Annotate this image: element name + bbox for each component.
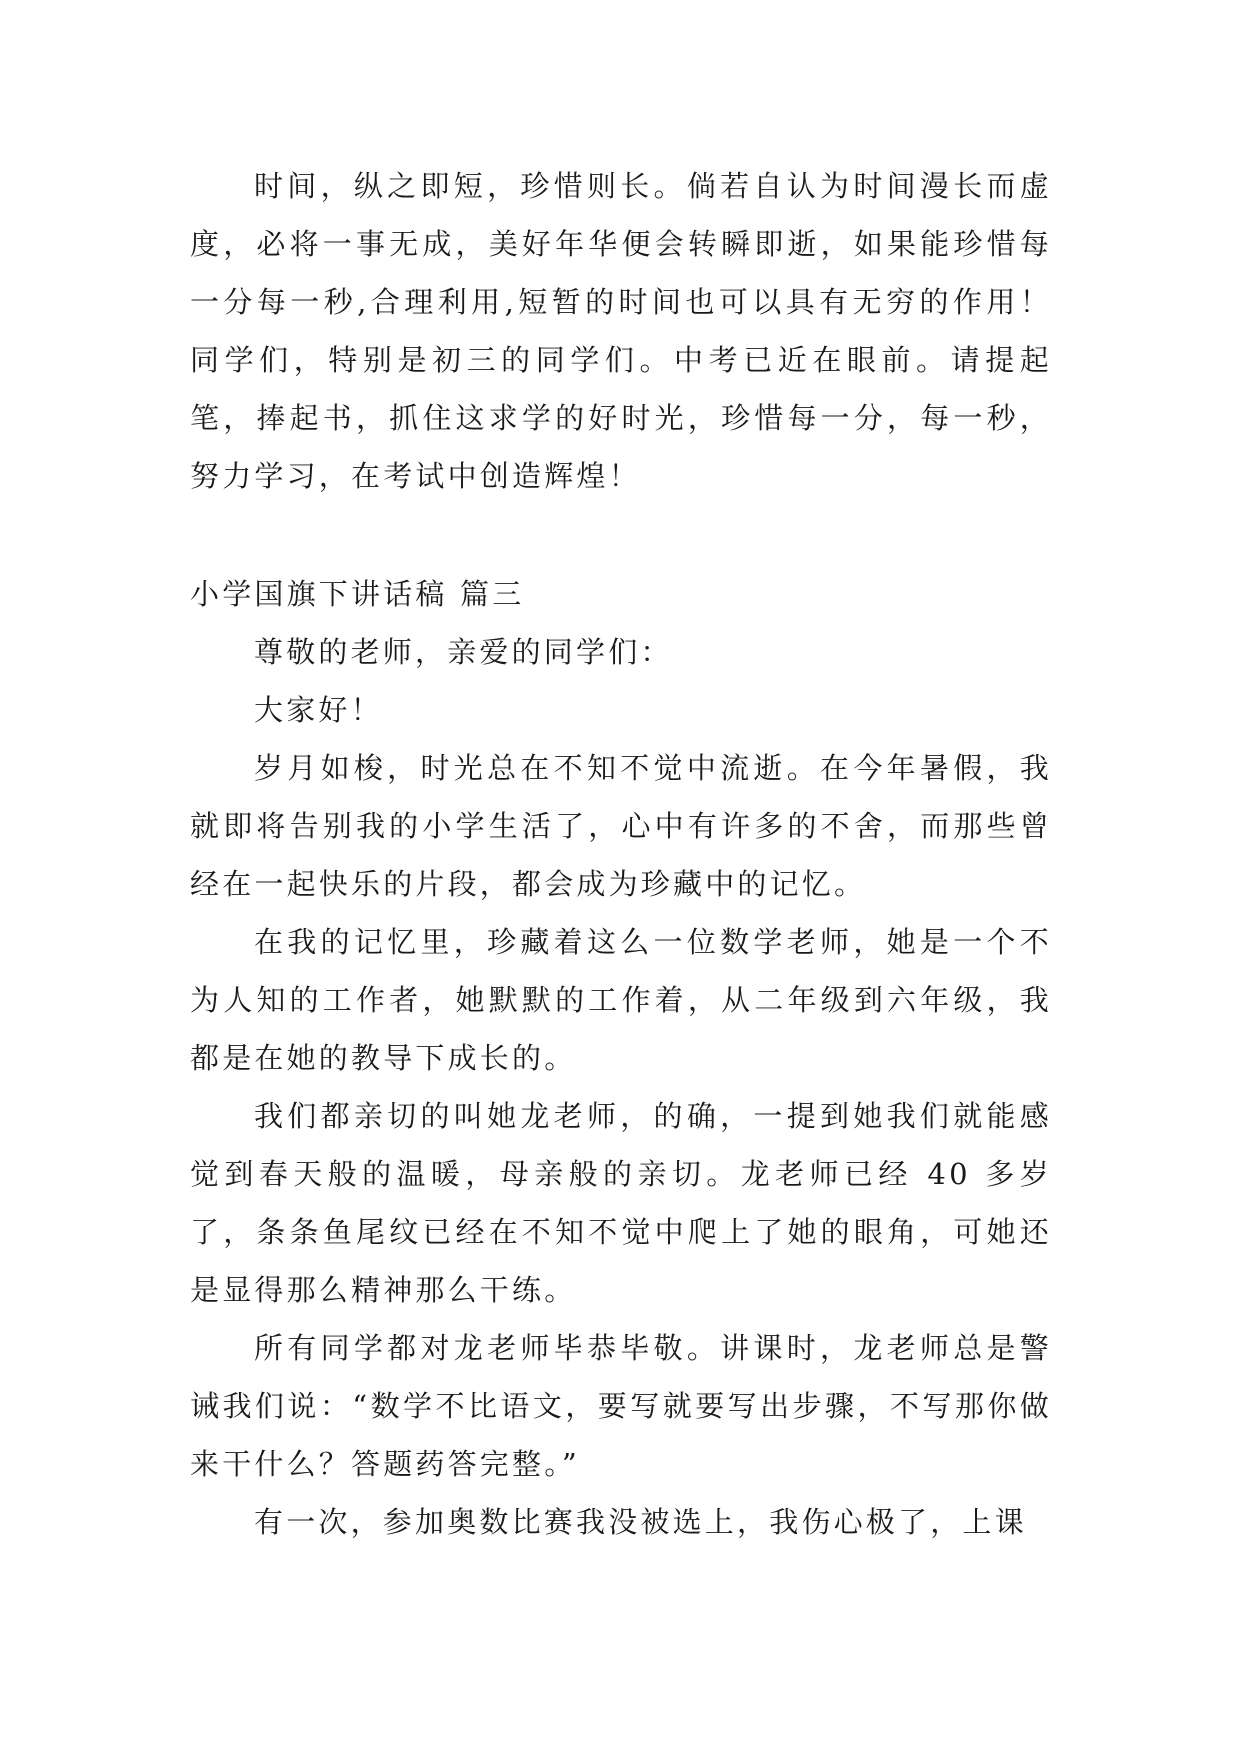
paragraph-5: 有一次，参加奥数比赛我没被选上，我伤心极了，上课 (254, 1505, 1027, 1539)
salutation: 尊敬的老师，亲爱的同学们： (254, 635, 673, 669)
paragraph-2: 在我的记忆里，珍藏着这么一位数学老师，她是一个不为人知的工作者，她默默的工作着，从二年级到六年级，我都是在她的教导下成长的。 (190, 925, 1052, 1075)
document-body (190, 157, 1052, 1551)
paragraph-4: 所有同学都对龙老师毕恭毕敬。讲课时，龙老师总是警诫我们说：“数学不比语文，要写就要写出步骤，不写那你做来干什么？答题药答完整。” (190, 1331, 1052, 1481)
section-gap (190, 505, 1052, 565)
greeting: 大家好！ (254, 693, 383, 727)
paragraph-time: 时间，纵之即短，珍惜则长。倘若自认为时间漫长而虚度，必将一事无成，美好年华便会转瞬即逝，如果能珍惜每一分每一秒,合理利用,短暂的时间也可以具有无穷的作用！同学们，特别是初三的同学们。中考已近在眼前。请提起笔，捧起书，抓住这求学的好时光，珍惜每一分，每一秒，努力学习，在考试中创造辉煌！ (190, 169, 1052, 493)
section-title: 小学国旗下讲话稿 篇三 (190, 577, 525, 611)
paragraph-1: 岁月如梭，时光总在不知不觉中流逝。在今年暑假，我就即将告别我的小学生活了，心中有许多的不舍，而那些曾经在一起快乐的片段，都会成为珍藏中的记忆。 (190, 751, 1052, 901)
paragraph-3: 我们都亲切的叫她龙老师，的确，一提到她我们就能感觉到春天般的温暖，母亲般的亲切。龙老师已经 40 多岁了，条条鱼尾纹已经在不知不觉中爬上了她的眼角，可她还是显得那么精神那么干练。 (190, 1099, 1052, 1307)
